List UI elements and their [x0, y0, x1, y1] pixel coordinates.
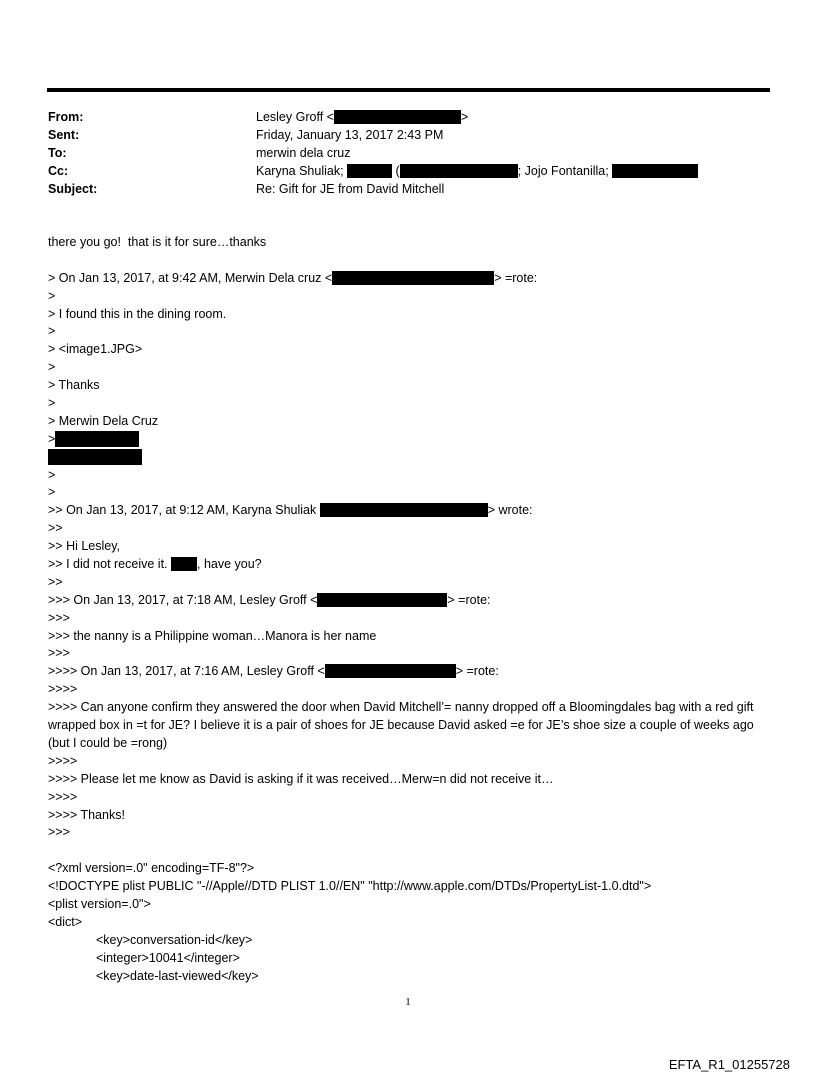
quote-line: > — [48, 288, 56, 303]
quote-header — [48, 502, 770, 520]
quote-line: >>> — [48, 646, 70, 661]
from-row — [48, 108, 770, 126]
quote-text: >> I did not receive it. — [48, 557, 168, 572]
from-label: From: — [48, 110, 84, 124]
subject-label: Subject: — [48, 182, 98, 196]
xml-line: <!DOCTYPE plist PUBLIC "-//Apple//DTD PLIST 1.0//EN" "http://www.apple.com/DTDs/PropertyList-1.0.dtd"> — [48, 879, 652, 894]
quote-line: >>>> — [48, 753, 78, 768]
quote-line: > — [48, 324, 56, 339]
quote-line: >> — [48, 574, 63, 589]
cc-label: Cc: — [48, 164, 69, 178]
xml-line: <plist version=.0"> — [48, 897, 151, 911]
quote-text: , have you? — [197, 557, 262, 572]
quote-header-end: > =rote: — [455, 664, 499, 679]
redaction-box — [334, 110, 461, 124]
cc-name-2: ; Jojo Fontanilla; — [517, 164, 609, 178]
quote-line: > Thanks — [48, 378, 100, 393]
intro-line: there you go! that is it for sure…thanks — [48, 235, 267, 249]
redaction-box — [48, 449, 142, 465]
quote-paragraph: >>>> Can anyone confirm they answered the door when David Mitchell’= nanny dropped off a Bloomingdales bag with a red gift wrapped box in =t for JE? I believe it is a pair of shoes for JE because David asked =e for JE’s shoe size a couple of weeks ago (but I could be =rong) — [48, 700, 754, 750]
quote-line: >>>> Please let me know as David is asking if it was received…Merw=n did not receive it… — [48, 771, 554, 786]
quote-header-text: >>> On Jan 13, 2017, at 7:18 AM, Lesley Groff < — [48, 592, 318, 607]
redaction-box — [55, 431, 139, 447]
sent-label: Sent: — [48, 128, 80, 142]
xml-line: <key>conversation-id</key> — [96, 932, 253, 947]
quote-line: >>> the nanny is a Philippine woman…Manora is her name — [48, 628, 377, 643]
xml-line: <integer>10041</integer> — [96, 950, 240, 965]
quote-line: > — [48, 467, 56, 482]
quote-line: >>>> — [48, 789, 78, 804]
from-close: > — [460, 110, 469, 124]
from-name: Lesley Groff < — [256, 110, 334, 124]
header-rule — [47, 88, 770, 92]
quote-line: > — [48, 485, 56, 500]
to-row — [48, 144, 770, 162]
xml-line: <?xml version=.0" encoding=TF-8"?> — [48, 861, 255, 876]
quote-line: > <image1.JPG> — [48, 342, 143, 357]
cc-name-1: Karyna Shuliak; — [256, 164, 344, 178]
redaction-box — [171, 557, 197, 571]
quote-header — [48, 663, 770, 681]
to-value: merwin dela cruz — [256, 146, 351, 160]
redaction-box — [400, 164, 518, 178]
quote-header — [48, 270, 770, 288]
quote-line: > — [48, 396, 56, 411]
quote-line — [48, 431, 770, 449]
quote-header-end: > wrote: — [487, 503, 533, 518]
quote-header — [48, 592, 770, 610]
subject-row — [48, 180, 770, 198]
quote-header-text: >> On Jan 13, 2017, at 9:12 AM, Karyna Shuliak — [48, 503, 317, 518]
redaction-box — [320, 503, 488, 517]
quote-line: > Merwin Dela Cruz — [48, 413, 159, 428]
quote-header-text: >>>> On Jan 13, 2017, at 7:16 AM, Lesley Groff < — [48, 664, 325, 679]
sent-value: Friday, January 13, 2017 2:43 PM — [256, 128, 444, 142]
quote-line: >>> — [48, 610, 70, 625]
page-number: 1 — [405, 996, 411, 1008]
from-value — [256, 108, 468, 126]
xml-line: <dict> — [48, 914, 83, 929]
subject-value: Re: Gift for JE from David Mitchell — [256, 182, 445, 196]
quote-line: >>>> Thanks! — [48, 807, 125, 822]
quote-header-text: > On Jan 13, 2017, at 9:42 AM, Merwin Dela cruz < — [48, 270, 333, 285]
quote-line: > — [48, 360, 56, 375]
redaction-box — [612, 164, 698, 178]
cc-row — [48, 162, 770, 180]
sent-row — [48, 126, 770, 144]
blank-line — [48, 252, 770, 270]
quote-header-end: > =rote: — [494, 270, 538, 285]
quote-line: > I found this in the dining room. — [48, 306, 227, 321]
redaction-box — [332, 271, 494, 285]
cc-paren: ( — [395, 164, 400, 178]
email-body — [48, 234, 770, 985]
quote-marker: > — [48, 431, 56, 446]
quote-line: >>>> — [48, 682, 78, 697]
quote-line: >> — [48, 521, 63, 536]
email-header — [48, 108, 770, 198]
quote-line: >>> — [48, 825, 70, 840]
quote-line: >> Hi Lesley, — [48, 539, 121, 554]
redaction-box — [325, 664, 456, 678]
redacted-line — [48, 449, 770, 467]
redaction-box — [347, 164, 392, 178]
to-label: To: — [48, 146, 67, 160]
quote-line — [48, 556, 770, 574]
bates-number: EFTA_R1_01255728 — [668, 1057, 790, 1072]
blank-line — [48, 842, 770, 860]
quote-header-end: > =rote: — [447, 592, 491, 607]
redaction-box — [317, 593, 447, 607]
xml-line: <key>date-last-viewed</key> — [96, 968, 259, 983]
cc-value — [256, 162, 698, 180]
